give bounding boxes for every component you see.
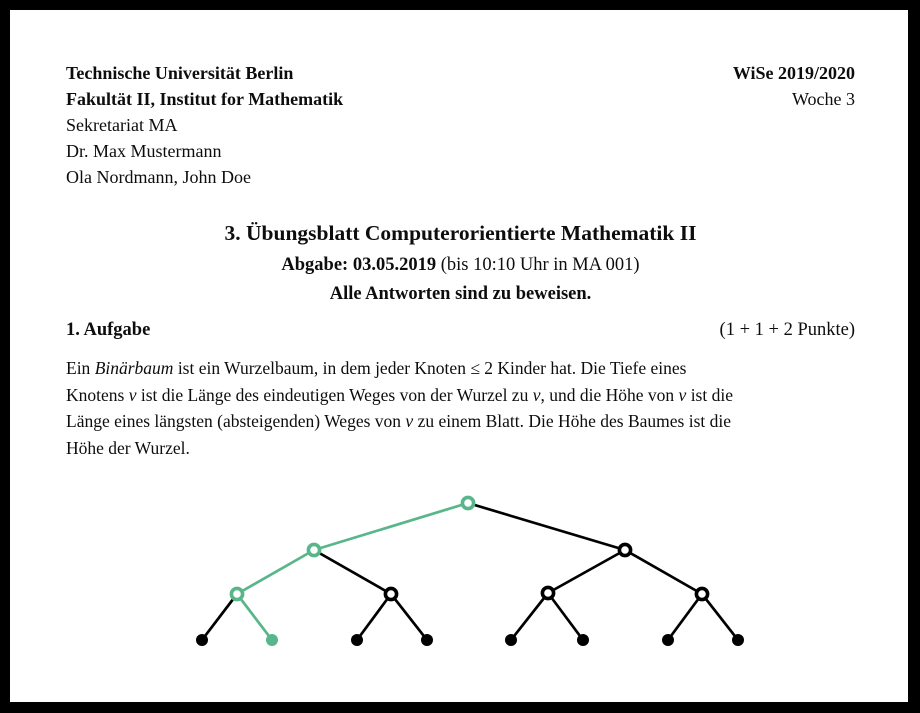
- tree-node: [542, 587, 553, 598]
- tree-edge: [237, 550, 314, 594]
- tree-edge: [314, 503, 468, 550]
- paragraph-line: Knotens v ist die Länge des eindeutigen Weges von der Wurzel zu v, und die Höhe von v ist die: [66, 384, 733, 405]
- task-paragraph: [66, 355, 855, 461]
- proof-note: Alle Antworten sind zu beweisen.: [329, 284, 592, 304]
- binary-tree-diagram: [150, 472, 790, 668]
- semester-line: WiSe 2019/2020: [732, 63, 855, 83]
- tree-node: [462, 497, 473, 508]
- paragraph-line: Länge eines längsten (absteigenden) Weges von v zu einem Blatt. Die Höhe des Baumes ist die: [66, 411, 732, 431]
- tree-node: [196, 634, 208, 646]
- tree-node: [421, 634, 433, 646]
- lecturer-line: Dr. Max Mustermann: [66, 141, 222, 161]
- tree-edge: [468, 503, 625, 550]
- deadline-line: [66, 252, 855, 278]
- document-header: [66, 60, 855, 190]
- deadline-details: (bis 10:10 Uhr in MA 001): [436, 255, 640, 275]
- tree-node: [732, 634, 744, 646]
- header-right-block: [733, 60, 855, 190]
- tree-node: [231, 588, 242, 599]
- tree-node: [385, 588, 396, 599]
- tree-node: [662, 634, 674, 646]
- tree-node: [351, 634, 363, 646]
- task-label: 1. Aufgabe: [66, 320, 151, 340]
- faculty-line: Fakultät II, Institut for Mathematik: [66, 89, 344, 109]
- deadline-date: Abgabe: 03.05.2019: [281, 255, 437, 275]
- tree-node: [696, 588, 707, 599]
- task-row: [66, 317, 855, 343]
- secretariat-line: Sekretariat MA: [66, 115, 178, 135]
- tree-edge: [548, 550, 625, 593]
- tree-node: [619, 544, 630, 555]
- tree-node: [266, 634, 278, 646]
- tree-edge: [357, 594, 391, 640]
- tree-edge: [391, 594, 427, 640]
- tree-edge: [237, 594, 272, 640]
- tree-node: [308, 544, 319, 555]
- paragraph-line: Ein Binärbaum ist ein Wurzelbaum, in dem jeder Knoten ≤ 2 Kinder hat. Die Tiefe eines: [66, 358, 687, 378]
- sheet-title: 3. Übungsblatt Computerorientierte Mathematik II: [224, 221, 697, 245]
- tree-edge: [202, 594, 237, 640]
- tree-edge: [548, 593, 583, 640]
- page-content: [10, 10, 908, 461]
- tree-node: [505, 634, 517, 646]
- tree-edge: [511, 593, 548, 640]
- institution-line: Technische Universität Berlin: [66, 63, 294, 83]
- tree-edge: [702, 594, 738, 640]
- tree-edge: [625, 550, 702, 594]
- task-points: (1 + 1 + 2 Punkte): [719, 320, 855, 340]
- paragraph-line: Höhe der Wurzel.: [66, 437, 190, 458]
- header-left-block: [66, 60, 343, 190]
- tree-node: [577, 634, 589, 646]
- assistants-line: Ola Nordmann, John Doe: [66, 167, 251, 187]
- tree-edge: [314, 550, 391, 594]
- tree-edge: [668, 594, 702, 640]
- week-line: Woche 3: [791, 89, 855, 109]
